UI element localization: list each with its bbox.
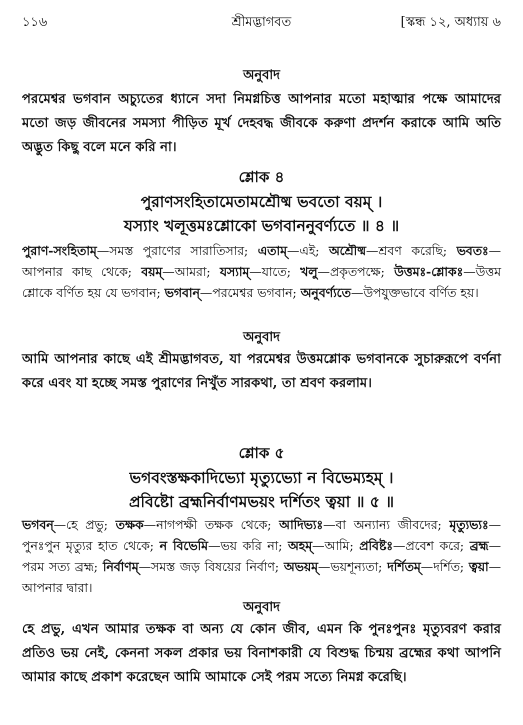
translation-text: আমি আপনার কাছে এই শ্রীমদ্ভাগবত, যা পরমেশ্বর উত্তমশ্লোক ভগবানকে সুচারুরূপে বর্ণনা করে এবং যা হচ্ছে সমস্ত পুরাণের নিখুঁত সারকথা, তা শ্রবণ করলাম। [22,352,501,391]
verse-4-synonyms [22,240,501,303]
synonym-term: ন বিভেমি [159,538,209,553]
synonym-meaning: —আপনার দ্বারা। [22,559,502,595]
synonym-term: ব্রহ্ম [469,538,489,553]
translation-text: পরমেশ্বর ভগবান অচ্যুতের ধ্যানে সদা নিমগ্নচিত্ত আপনার মতো মহাত্মার পক্ষে আমাদের মতো জড় জীবনের সমস্যা পীড়িত মূর্খ দেহবদ্ধ জীবকে করুণা প্রদর্শন করাকে আমি অতি অদ্ভুত কিছু বলে মনে করি না। [22,92,501,155]
synonym-term: অশ্রৌষ্ম [328,243,366,258]
synonym-term: অভয়ম্ [283,559,319,574]
translation-heading: অনুবাদ [243,68,280,83]
translation-heading: অনুবাদ [243,330,280,345]
synonym-term: তক্ষক [115,517,144,532]
synonym-term: বয়ম্ [141,264,163,279]
verse-4-title: শ্লোক ৪ [238,168,285,186]
synonym-meaning: —ভয়শূন্যতা; [318,559,388,574]
synonym-term: আদিভ্যঃ [279,517,324,532]
synonym-term: মৃত্যুভ্যঃ [449,517,489,532]
synonym-meaning: —এই; [286,243,329,258]
verse-line: যস্যাং খলূত্তমঃশ্লোকো ভগবাননুবর্ণ্যতে ॥ ৪ ॥ [123,216,400,235]
chapter-reference: [স্কন্ধ ১২, অধ্যায় ৬ [400,14,501,30]
synonym-meaning: —দর্শিত; [420,559,469,574]
verse-5-synonyms [22,514,501,598]
synonym-meaning: —সমস্ত পুরাণের সারাতিসার; [96,243,258,258]
translation-text: হে প্রভু, এখন আমার তক্ষক বা অন্য যে কোন জীব, এমন কি পুনঃপুনঃ মৃত্যুবরণ করার প্রতিও ভয় নেই, কেননা সকল প্রকার ভয় বিনাশকারী যে বিশুদ্ধ চিন্ময় ব্রহ্মের কথা আপনি আমার কাছে প্রকাশ করেছেন আমি আমাকে সেই পরম সত্যে নিমগ্ন করেছি। [22,622,501,685]
verse-5-sanskrit [22,466,501,514]
synonym-term: অনুবর্ণ্যতে [300,285,351,300]
synonym-term: খলু [300,264,318,279]
synonym-meaning: —শ্রবণ করেছি; [365,243,457,258]
synonym-term: উত্তমঃ-শ্লোকঃ [394,264,464,279]
synonym-term: এতাম্ [257,243,287,258]
synonym-meaning: —হে প্রভু; [53,517,116,532]
verse-line: প্রবিষ্টো ব্রহ্মনির্বাণমভয়ং দর্শিতং ত্বয়া ॥ ৫ ॥ [128,492,395,511]
synonym-meaning: —প্রকৃতপক্ষে; [317,264,395,279]
synonym-meaning: —আমি; [312,538,360,553]
verse-line: ভগবংস্তক্ষকাদিভ্যো মৃত্যুভ্যো ন বিভেম্যহম্ । [129,468,394,487]
synonym-term: ভবতঃ [456,243,489,258]
synonym-term: যস্যাম্ [219,264,250,279]
synonym-meaning: —পরম সত্য ব্রহ্ম; [22,538,501,574]
synonym-meaning: —ভয় করি না; [208,538,289,553]
synonym-meaning: —উপযুক্তভাবে বর্ণিত হয়। [350,285,479,300]
book-title: শ্রীমদ্ভাগবত [231,14,292,30]
synonym-term: নির্বাণম্ [102,559,139,574]
verse-5-title: শ্লোক ৫ [238,444,285,462]
synonym-meaning: —নাগপক্ষী তক্ষক থেকে; [143,517,280,532]
synonym-meaning: —আমরা; [162,264,220,279]
synonym-term: ত্বয়া [468,559,489,574]
running-header [22,12,501,34]
synonym-term: প্রবিষ্টঃ [359,538,393,553]
synonym-term: অহম্ [288,538,313,553]
synonym-meaning: —আপনার কাছ থেকে; [22,243,502,279]
synonym-term: দর্শিতম্ [387,559,421,574]
synonym-meaning: —প্রবেশ করে; [392,538,470,553]
synonym-term: ভগবন্ [22,517,54,532]
page-number: ১১৬ [22,14,48,30]
synonym-meaning: —পরমেশ্বর ভগবান; [199,285,301,300]
verse-4-sanskrit [22,190,501,238]
synonym-term: পুরাণ-সংহিতাম্ [22,243,97,258]
synonym-meaning: —যাতে; [249,264,301,279]
synonym-term: ভগবান্ [164,285,200,300]
synonym-meaning: —বা অন্যান্য জীবদের; [323,517,450,532]
synonym-meaning: —সমস্ত জড় বিষয়ের নির্বাণ; [138,559,284,574]
verse-line: পুরাণসংহিতামেতামশ্রৌষ্ম ভবতো বয়ম্ । [140,192,383,211]
translation-heading: অনুবাদ [243,600,280,615]
synonym-meaning: —উত্তম শ্লোকে বর্ণিত হয় যে ভগবান; [22,264,501,300]
synonym-meaning: —পুনঃপুন মৃত্যুর হাত থেকে; [22,517,501,553]
